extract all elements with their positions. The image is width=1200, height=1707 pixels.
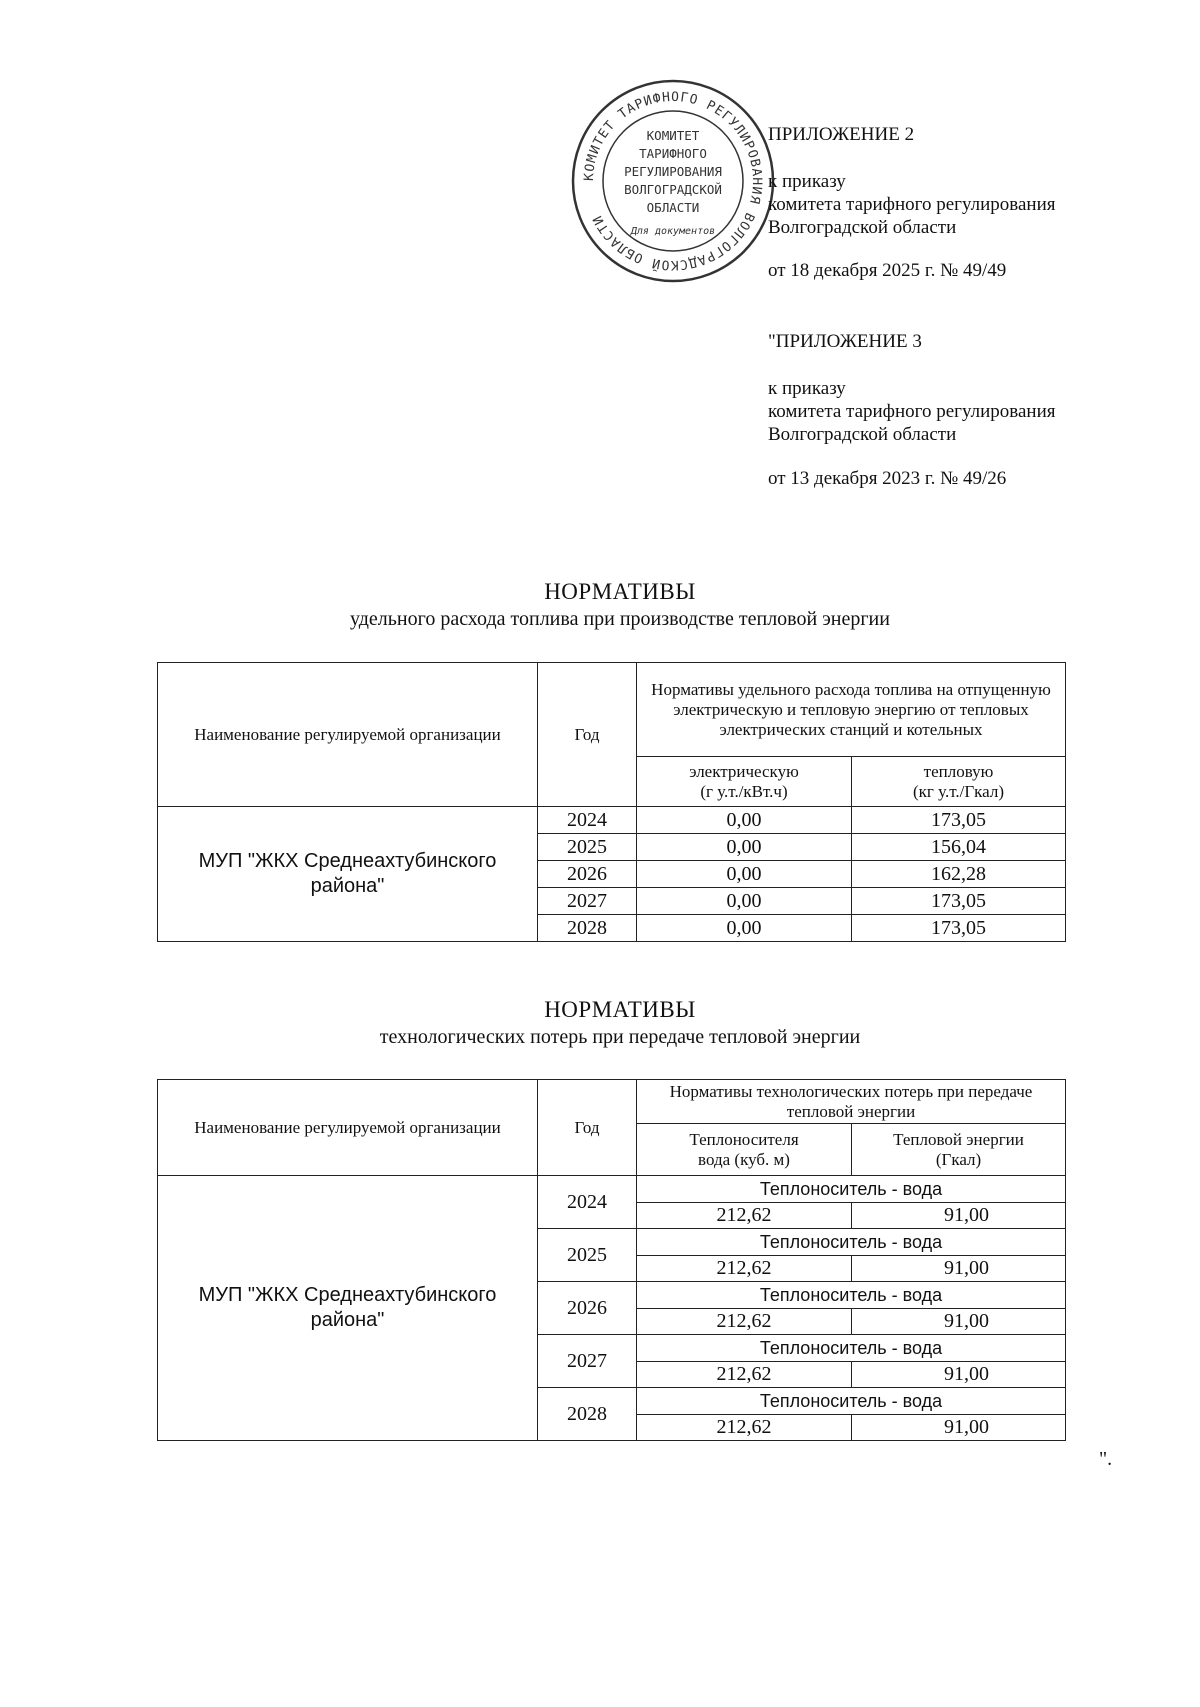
electric-value-cell: 0,00 — [637, 807, 852, 834]
carrier-volume-cell: 212,62 — [637, 1362, 852, 1388]
svg-text:РЕГУЛИРОВАНИЯ: РЕГУЛИРОВАНИЯ — [624, 164, 722, 179]
heat-loss-cell: 91,00 — [852, 1309, 1066, 1335]
organization-name-cell: МУП "ЖКХ Среднеахтубинского района" — [158, 807, 538, 942]
svg-text:ТАРИФНОГО: ТАРИФНОГО — [639, 146, 707, 161]
year-cell: 2028 — [538, 915, 637, 942]
appendix-3-title: "ПРИЛОЖЕНИЕ 3 — [768, 331, 922, 352]
electric-value-cell: 0,00 — [637, 834, 852, 861]
column-header-heat: тепловую (кг у.т./Гкал) — [852, 757, 1066, 807]
appendix-2-header — [768, 123, 1056, 282]
heat-value-cell: 173,05 — [852, 888, 1066, 915]
heat-loss-table — [157, 1079, 1066, 1441]
heat-value-cell: 173,05 — [852, 807, 1066, 834]
organization-name-cell: МУП "ЖКХ Среднеахтубинского района" — [158, 1176, 538, 1441]
year-cell: 2026 — [538, 861, 637, 888]
heat-loss-cell: 91,00 — [852, 1203, 1066, 1229]
table-row — [158, 1176, 1066, 1203]
heat-value-cell: 162,28 — [852, 861, 1066, 888]
electric-value-cell: 0,00 — [637, 888, 852, 915]
column-header-organization: Наименование регулируемой организации — [158, 1080, 538, 1176]
column-header-organization: Наименование регулируемой организации — [158, 663, 538, 807]
section2-heading — [160, 996, 1080, 1050]
heat-loss-cell: 91,00 — [852, 1256, 1066, 1282]
electric-value-cell: 0,00 — [637, 861, 852, 888]
year-cell: 2024 — [538, 807, 637, 834]
column-header-carrier: Теплоносителя вода (куб. м) — [637, 1124, 852, 1176]
appendix-2-order-date: от 18 декабря 2025 г. № 49/49 — [768, 260, 1007, 281]
appendix-3-order-date: от 13 декабря 2023 г. № 49/26 — [768, 468, 1007, 489]
appendix-3-order-line2: комитета тарифного регулирования — [768, 401, 1056, 422]
carrier-volume-cell: 212,62 — [637, 1203, 852, 1229]
carrier-type-cell: Теплоноситель - вода — [637, 1335, 1066, 1362]
table-row — [158, 807, 1066, 834]
carrier-type-cell: Теплоноситель - вода — [637, 1176, 1066, 1203]
appendix-2-order-line3: Волгоградской области — [768, 217, 957, 238]
appendix-2-order-line2: комитета тарифного регулирования — [768, 194, 1056, 215]
column-group-header-loss-norms: Нормативы технологических потерь при передаче тепловой энергии — [637, 1080, 1066, 1124]
appendix-3-header — [768, 330, 1056, 490]
heat-value-cell: 173,05 — [852, 915, 1066, 942]
svg-text:КОМИТЕТ: КОМИТЕТ — [646, 128, 700, 143]
year-cell: 2025 — [538, 834, 637, 861]
section1-title: НОРМАТИВЫ — [544, 579, 696, 604]
column-group-header-fuel-norms: Нормативы удельного расхода топлива на отпущенную электрическую и тепловую энергию от тепловых электрических станций и котельных — [637, 663, 1066, 757]
carrier-volume-cell: 212,62 — [637, 1256, 852, 1282]
carrier-type-cell: Теплоноситель - вода — [637, 1282, 1066, 1309]
column-header-electric: электрическую (г у.т./кВт.ч) — [637, 757, 852, 807]
year-cell: 2025 — [538, 1229, 637, 1282]
carrier-type-cell: Теплоноситель - вода — [637, 1388, 1066, 1415]
carrier-volume-cell: 212,62 — [637, 1309, 852, 1335]
appendix-3-order-line1: к приказу — [768, 378, 846, 399]
appendix-2-order-line1: к приказу — [768, 171, 846, 192]
section2-subtitle: технологических потерь при передаче тепловой энергии — [379, 1026, 861, 1048]
svg-text:Для документов: Для документов — [630, 226, 716, 237]
svg-text:ВОЛГОГРАДСКОЙ: ВОЛГОГРАДСКОЙ — [624, 182, 722, 197]
carrier-volume-cell: 212,62 — [637, 1415, 852, 1441]
official-seal-stamp — [568, 76, 778, 286]
year-cell: 2026 — [538, 1282, 637, 1335]
closing-quote-mark: ". — [1099, 1448, 1113, 1470]
svg-text:ОБЛАСТИ: ОБЛАСТИ — [646, 200, 700, 215]
year-cell: 2027 — [538, 888, 637, 915]
section1-subtitle: удельного расхода топлива при производстве тепловой энергии — [350, 608, 890, 630]
year-cell: 2028 — [538, 1388, 637, 1441]
column-header-year: Год — [538, 663, 637, 807]
fuel-consumption-table — [157, 662, 1066, 942]
section1-heading — [160, 578, 1080, 632]
year-cell: 2024 — [538, 1176, 637, 1229]
appendix-3-order-line3: Волгоградской области — [768, 424, 957, 445]
column-header-year: Год — [538, 1080, 637, 1176]
appendix-2-title: ПРИЛОЖЕНИЕ 2 — [768, 124, 915, 145]
heat-loss-cell: 91,00 — [852, 1362, 1066, 1388]
section2-title: НОРМАТИВЫ — [544, 997, 696, 1022]
heat-loss-cell: 91,00 — [852, 1415, 1066, 1441]
carrier-type-cell: Теплоноситель - вода — [637, 1229, 1066, 1256]
electric-value-cell: 0,00 — [637, 915, 852, 942]
heat-value-cell: 156,04 — [852, 834, 1066, 861]
svg-text:КОМИТЕТ ТАРИФНОГО РЕГУЛИРОВАНИ: КОМИТЕТ ТАРИФНОГО РЕГУЛИРОВАНИЯ ВОЛГОГРАДСКОЙ ОБЛАСТИ — [581, 89, 765, 273]
year-cell: 2027 — [538, 1335, 637, 1388]
column-header-heat-energy: Тепловой энергии (Гкал) — [852, 1124, 1066, 1176]
